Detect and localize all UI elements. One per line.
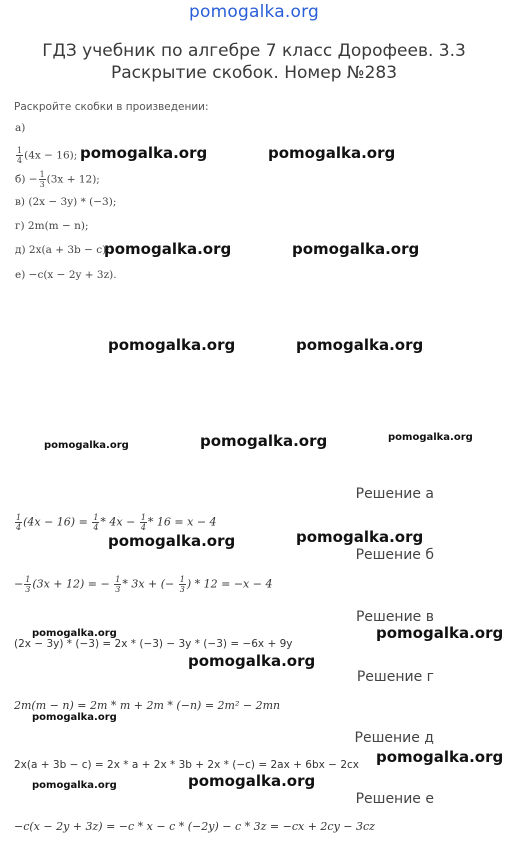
fraction-one-quarter: $\frac{1}{4}$	[17, 146, 23, 165]
solution-b-heading: Решение б	[355, 547, 434, 563]
watermark: pomogalka.org	[32, 712, 117, 723]
task-item-a-label: а)	[15, 122, 26, 134]
watermark: pomogalka.org	[44, 440, 129, 451]
watermark: pomogalka.org	[188, 772, 316, 790]
solution-g-equation: 2m(m − n) = 2m * m + 2m * (−n) = 2m² − 2mn	[14, 699, 281, 712]
task-item-g: г) 2m(m − n);	[15, 220, 89, 232]
page-title: ГДЗ учебник по алгебре 7 класс Дорофеев. 3.3 Раскрытие скобок. Номер №283	[42, 41, 466, 83]
solution-v-equation: (2x − 3y) * (−3) = 2x * (−3) − 3y * (−3) = −6x + 9y	[14, 638, 293, 650]
task-item-b: б) − $\frac{1}{3}$ (3x + 12);	[15, 170, 100, 189]
solution-e-equation: −c(x − 2y + 3z) = −c * x − c * (−2y) − c * 3z = −cx + 2cy − 3cz	[14, 820, 375, 833]
watermark: pomogalka.org	[104, 240, 232, 258]
task-item-e: е) −c(x − 2y + 3z).	[15, 269, 117, 281]
solution-a-equation: $\frac{1}{4}$ (4x − 16) = $\frac{1}{4}$ * 4x − $\frac{1}{4}$ * 16 = x − 4	[16, 513, 217, 532]
solution-d-equation: 2x(a + 3b − c) = 2x * a + 2x * 3b + 2x * (−c) = 2ax + 6bx − 2cx	[14, 759, 359, 771]
task-intro: Раскройте скобки в произведении:	[14, 101, 209, 113]
watermark: pomogalka.org	[296, 336, 424, 354]
watermark: pomogalka.org	[376, 624, 504, 642]
watermark: pomogalka.org	[296, 528, 424, 546]
solution-g-heading: Решение г	[356, 669, 434, 685]
task-item-v: в) (2x − 3y) * (−3);	[15, 196, 117, 208]
task-item-d: д) 2x(a + 3b − c);	[15, 244, 110, 256]
watermark: pomogalka.org	[292, 240, 420, 258]
solution-e-heading: Решение е	[355, 791, 434, 807]
watermark: pomogalka.org	[80, 144, 208, 162]
watermark: pomogalka.org	[376, 748, 504, 766]
watermark: pomogalka.org	[32, 628, 117, 639]
solution-b-equation: − $\frac{1}{3}$ (3x + 12) = − $\frac{1}{3}$ * 3x + (− $\frac{1}{3}$ ) * 12 = −x − 4	[14, 575, 273, 594]
watermark: pomogalka.org	[108, 336, 236, 354]
watermark: pomogalka.org	[32, 780, 117, 791]
solution-v-heading: Решение в	[355, 609, 434, 625]
fraction-one-third: $\frac{1}{3}$	[39, 170, 45, 189]
solution-d-heading: Решение д	[354, 730, 434, 746]
watermark: pomogalka.org	[388, 432, 473, 443]
site-logo[interactable]: pomogalka.org	[189, 2, 319, 22]
watermark: pomogalka.org	[200, 432, 328, 450]
solution-a-heading: Решение а	[355, 486, 434, 502]
watermark: pomogalka.org	[268, 144, 396, 162]
watermark: pomogalka.org	[188, 652, 316, 670]
task-item-a: $\frac{1}{4}$ (4x − 16);	[17, 146, 78, 165]
watermark: pomogalka.org	[108, 532, 236, 550]
